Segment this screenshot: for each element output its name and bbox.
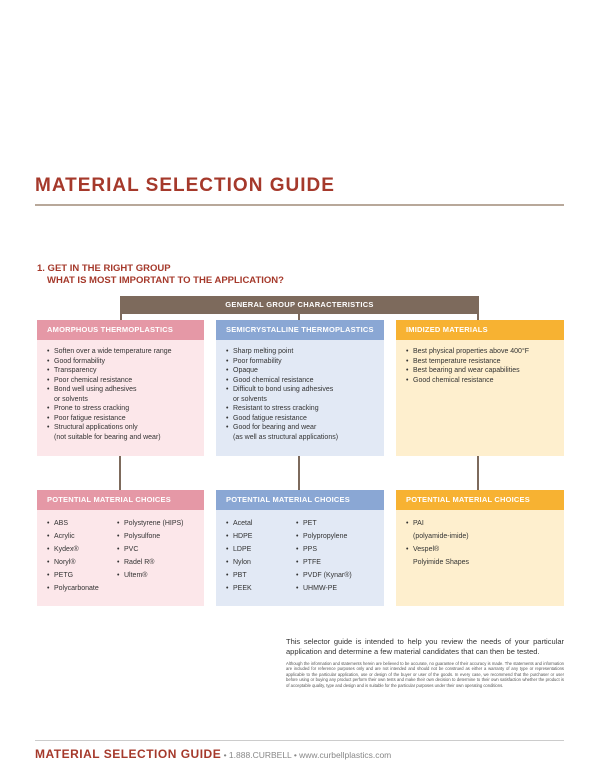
footer-divider xyxy=(35,740,564,741)
material-choice-item: • PETG xyxy=(47,569,117,582)
characteristic-item: • Bond well using adhesives or solvents xyxy=(47,385,196,404)
characteristic-item: • Soften over a wide temperature range xyxy=(47,347,196,357)
material-choice-item: • PAI (polyamide-imide) xyxy=(406,517,508,543)
characteristic-item: • Best temperature resistance xyxy=(406,357,556,367)
imidized-choices-header: POTENTIAL MATERIAL CHOICES xyxy=(396,490,564,510)
characteristics-list xyxy=(226,347,376,442)
connector-line xyxy=(119,456,121,490)
characteristic-item: • Prone to stress cracking xyxy=(47,404,196,414)
group-characteristics-header: GENERAL GROUP CHARACTERISTICS xyxy=(120,296,479,314)
characteristic-item: • Difficult to bond using adhesives or solvents xyxy=(226,385,376,404)
material-choice-item: • Polysulfone xyxy=(117,530,187,543)
semicrystalline-characteristics xyxy=(216,340,384,456)
material-choice-item: • Ultem® xyxy=(117,569,187,582)
semicrystalline-choices xyxy=(216,510,384,606)
material-choice-item: • Nylon xyxy=(226,556,296,569)
material-choice-item: • PVC xyxy=(117,543,187,556)
choices-list-b xyxy=(117,517,187,600)
characteristic-item: • Poor formability xyxy=(226,357,376,367)
amorphous-characteristics xyxy=(37,340,204,456)
choices-list-a xyxy=(47,517,117,600)
choices-list-a xyxy=(226,517,296,600)
footer-contact: • 1.888.CURBELL • www.curbellplastics.com xyxy=(221,750,392,760)
material-choice-item: • LDPE xyxy=(226,543,296,556)
material-choice-item: • Kydex® xyxy=(47,543,117,556)
amorphous-choices-header: POTENTIAL MATERIAL CHOICES xyxy=(37,490,204,510)
material-choice-item: • PPS xyxy=(296,543,366,556)
material-choice-item: • HDPE xyxy=(226,530,296,543)
material-choice-item: • ABS xyxy=(47,517,117,530)
characteristic-item: • Good chemical resistance xyxy=(406,376,556,386)
amorphous-choices xyxy=(37,510,204,606)
choices-list-b xyxy=(508,517,556,600)
characteristic-item: • Opaque xyxy=(226,366,376,376)
material-choice-item: • Polypropylene xyxy=(296,530,366,543)
section-line-2: WHAT IS MOST IMPORTANT TO THE APPLICATION? xyxy=(47,275,284,286)
characteristic-item: • Sharp melting point xyxy=(226,347,376,357)
section-heading xyxy=(37,263,284,287)
disclaimer-text: Although the information and statements herein are believed to be accurate, no guarantee of their accuracy is made. The statements and information are included for reference purposes only and are not intended and should not be construed as either a warranty of any type or representations applicable to the particular application, use or design of the buyer or user of the goods. In every case, we recommend that the purchaser or user before using or buying any product perform their own tests and make their own decision to determine to their own satisfaction whether the product is of acceptable quality, type and design and is suitable for the particular purposes under their own operating conditions. xyxy=(286,661,564,688)
connector-line xyxy=(477,456,479,490)
connector-line xyxy=(298,456,300,490)
material-choice-item: • Polycarbonate xyxy=(47,582,117,595)
choices-list-a xyxy=(406,517,508,600)
characteristic-item: • Structural applications only (not suitable for bearing and wear) xyxy=(47,423,196,442)
material-choice-item: • Polystyrene (HIPS) xyxy=(117,517,187,530)
characteristic-item: • Best physical properties above 400°F xyxy=(406,347,556,357)
material-choice-item: • PVDF (Kynar®) xyxy=(296,569,366,582)
characteristic-item: • Poor chemical resistance xyxy=(47,376,196,386)
material-choice-item: • Vespel® Polyimide Shapes xyxy=(406,543,508,569)
footer xyxy=(35,745,391,763)
characteristics-list xyxy=(47,347,196,442)
characteristic-item: • Resistant to stress cracking xyxy=(226,404,376,414)
imidized-header: IMIDIZED MATERIALS xyxy=(396,320,564,340)
imidized-characteristics xyxy=(396,340,564,456)
page-title: MATERIAL SELECTION GUIDE xyxy=(35,175,335,196)
material-choice-item: • Noryl® xyxy=(47,556,117,569)
amorphous-header: AMORPHOUS THERMOPLASTICS xyxy=(37,320,204,340)
material-choice-item: • PET xyxy=(296,517,366,530)
characteristic-item: • Good formability xyxy=(47,357,196,367)
intro-text: This selector guide is intended to help you review the needs of your particular application and determine a few material candidates that can then be tested. xyxy=(286,637,564,656)
material-choice-item: • Acrylic xyxy=(47,530,117,543)
title-divider xyxy=(35,204,564,206)
choices-list-b xyxy=(296,517,366,600)
characteristic-item: • Transparency xyxy=(47,366,196,376)
section-line-1: 1. GET IN THE RIGHT GROUP xyxy=(37,263,171,274)
characteristic-item: • Poor fatigue resistance xyxy=(47,414,196,424)
material-choice-item: • UHMW-PE xyxy=(296,582,366,595)
characteristics-list xyxy=(406,347,556,385)
characteristic-item: • Best bearing and wear capabilities xyxy=(406,366,556,376)
imidized-choices xyxy=(396,510,564,606)
material-choice-item: • Acetal xyxy=(226,517,296,530)
characteristic-item: • Good for bearing and wear (as well as structural applications) xyxy=(226,423,376,442)
material-choice-item: • PEEK xyxy=(226,582,296,595)
material-choice-item: • PBT xyxy=(226,569,296,582)
footer-title: MATERIAL SELECTION GUIDE xyxy=(35,747,222,761)
characteristic-item: • Good fatigue resistance xyxy=(226,414,376,424)
semicrystalline-header: SEMICRYSTALLINE THERMOPLASTICS xyxy=(216,320,384,340)
material-choice-item: • PTFE xyxy=(296,556,366,569)
material-choice-item: • Radel R® xyxy=(117,556,187,569)
semicrystalline-choices-header: POTENTIAL MATERIAL CHOICES xyxy=(216,490,384,510)
characteristic-item: • Good chemical resistance xyxy=(226,376,376,386)
